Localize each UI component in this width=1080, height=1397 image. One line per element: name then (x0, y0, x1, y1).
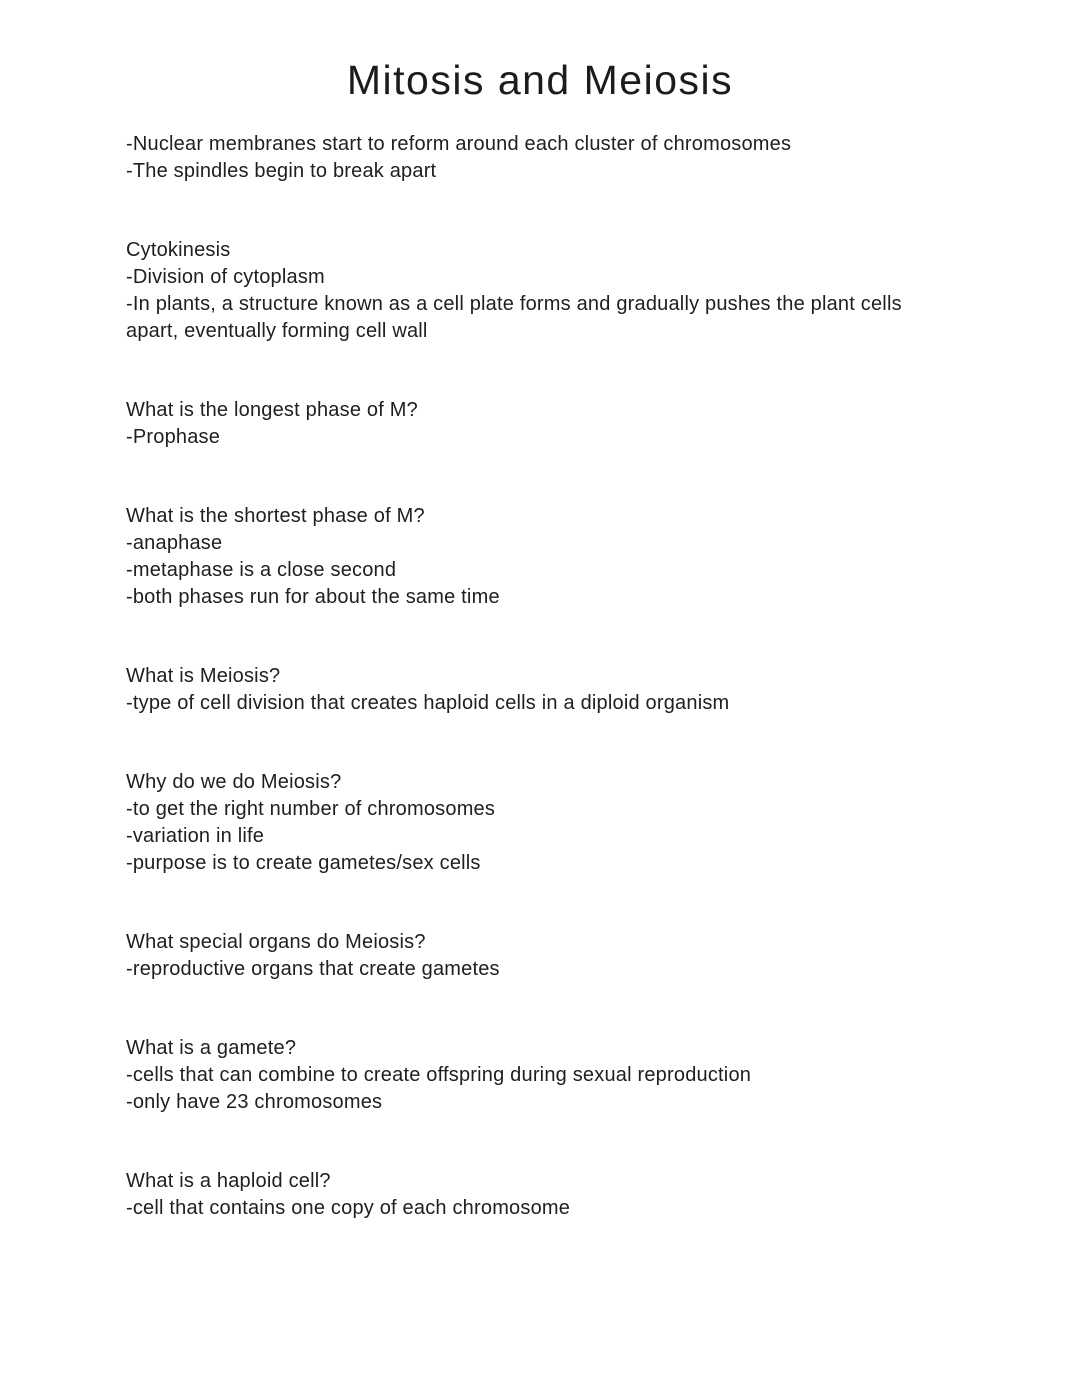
note-line: What is a gamete? (126, 1037, 297, 1060)
note-line: -Prophase (126, 426, 221, 449)
note-section-longest-phase (126, 397, 954, 451)
note-section-cytokinesis (126, 237, 954, 345)
note-line: -In plants, a structure known as a cell plate forms and gradually pushes the plant cells apart, eventually forming cell wall (126, 293, 902, 343)
note-line: -anaphase (126, 532, 223, 555)
note-line: -cells that can combine to create offspring during sexual reproduction (126, 1064, 752, 1087)
note-line: What is the longest phase of M? (126, 399, 418, 422)
note-line: -cell that contains one copy of each chromosome (126, 1197, 571, 1220)
note-line: What is Meiosis? (126, 665, 281, 688)
note-line: What is the shortest phase of M? (126, 505, 425, 528)
note-line: -type of cell division that creates haploid cells in a diploid organism (126, 692, 730, 715)
note-section-shortest-phase (126, 503, 954, 611)
note-line: -variation in life (126, 825, 265, 848)
note-line: -Nuclear membranes start to reform around each cluster of chromosomes (126, 133, 792, 156)
note-line: -The spindles begin to break apart (126, 160, 437, 183)
note-line: -metaphase is a close second (126, 559, 397, 582)
note-line: What is a haploid cell? (126, 1170, 331, 1193)
note-section-what-is-meiosis (126, 663, 954, 717)
note-line: What special organs do Meiosis? (126, 931, 426, 954)
note-section-haploid-cell (126, 1168, 954, 1222)
note-line: -purpose is to create gametes/sex cells (126, 852, 481, 875)
note-section-telophase-cont (126, 131, 954, 185)
note-line: Cytokinesis (126, 239, 231, 262)
note-line: -to get the right number of chromosomes (126, 798, 496, 821)
note-line: -Division of cytoplasm (126, 266, 325, 289)
note-line: Why do we do Meiosis? (126, 771, 342, 794)
note-line: -reproductive organs that create gametes (126, 958, 500, 981)
note-line: -only have 23 chromosomes (126, 1091, 383, 1114)
note-section-why-meiosis (126, 769, 954, 877)
note-line: -both phases run for about the same time (126, 586, 500, 609)
page-title: Mitosis and Meiosis (346, 57, 734, 103)
note-section-gamete (126, 1035, 954, 1116)
note-section-special-organs (126, 929, 954, 983)
